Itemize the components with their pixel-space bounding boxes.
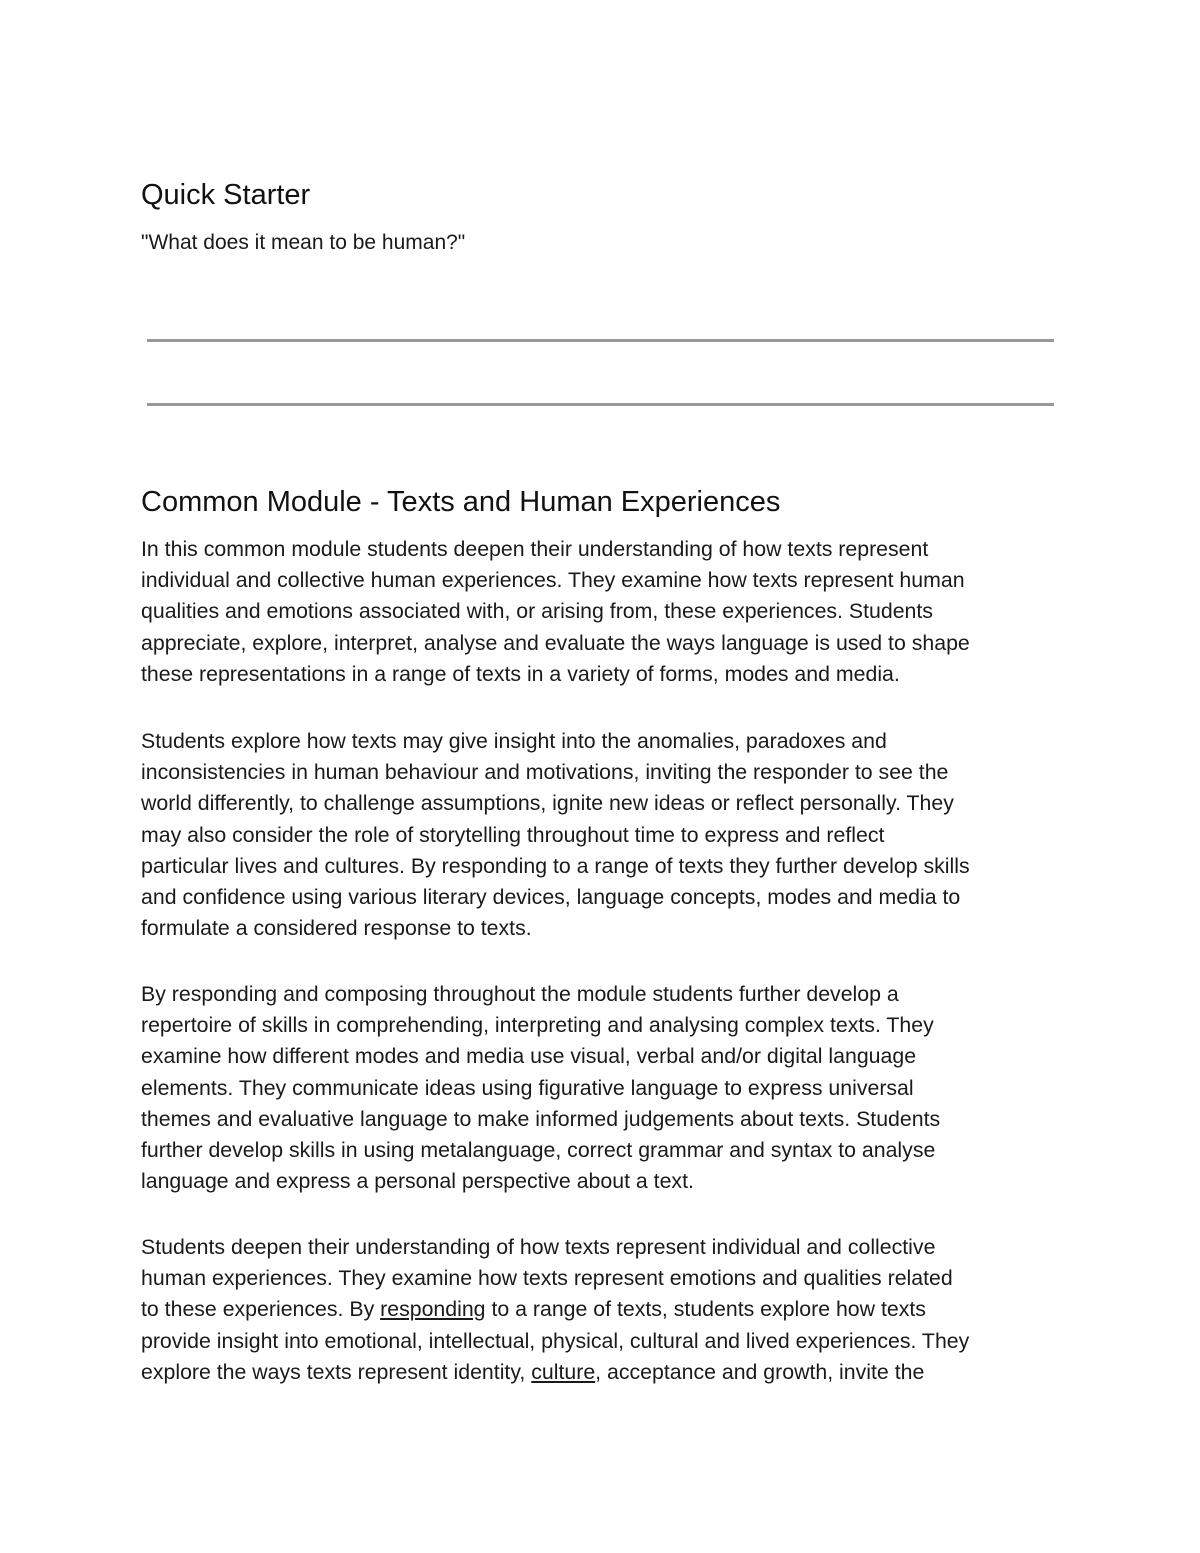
paragraph-line: examine how different modes and media use visual, verbal and/or digital language [141,1044,917,1069]
module-paragraph-3 [141,979,1071,1197]
module-paragraph-1 [141,534,1071,690]
culture-link[interactable]: culture [531,1359,596,1384]
module-paragraph-2 [141,726,1071,944]
paragraph-line: Students explore how texts may give insight into the anomalies, paradoxes and [141,729,887,753]
paragraph-line: elements. They communicate ideas using figurative language to express universal [141,1075,914,1100]
paragraph-line: further develop skills in using metalanguage, correct grammar and syntax to analyse [141,1138,936,1163]
paragraph-line: particular lives and cultures. By responding to a range of texts they further develop skills [141,853,970,878]
module-heading: Common Module - Texts and Human Experiences [141,486,781,518]
line-text: explore the ways texts represent identity, [141,1359,532,1384]
paragraph-line: By responding and composing throughout the module students further develop a [141,982,899,1006]
responding-link[interactable]: responding [380,1297,486,1322]
paragraph-line: repertoire of skills in comprehending, interpreting and analysing complex texts. They [141,1013,934,1038]
paragraph-line: provide insight into emotional, intellectual, physical, cultural and lived experiences. They [141,1328,970,1353]
answer-line-1 [147,339,1054,342]
paragraph-line: language and express a personal perspective about a text. [141,1169,694,1194]
paragraph-line: world differently, to challenge assumptions, ignite new ideas or reflect personally. They [141,791,954,816]
paragraph-line: appreciate, explore, interpret, analyse and evaluate the ways language is used to shape [141,630,970,655]
paragraph-line: and confidence using various literary devices, language concepts, modes and media to [141,885,961,910]
paragraph-line: formulate a considered response to texts. [141,916,532,941]
quick-starter-question: "What does it mean to be human?" [141,231,466,254]
paragraph-line: qualities and emotions associated with, or arising from, these experiences. Students [141,599,933,624]
paragraph-line: these representations in a range of texts in a variety of forms, modes and media. [141,661,900,686]
paragraph-line: themes and evaluative language to make informed judgements about texts. Students [141,1106,941,1131]
line-text: , acceptance and growth, invite the [595,1359,925,1384]
line-text: to a range of texts, students explore how texts [485,1297,926,1322]
answer-line-2 [147,403,1054,406]
quick-starter-heading: Quick Starter [141,179,311,211]
paragraph-line: may also consider the role of storytelling throughout time to express and reflect [141,822,885,847]
line-text: to these experiences. By [141,1297,381,1322]
paragraph-line: individual and collective human experiences. They examine how texts represent human [141,568,965,593]
paragraph-line: In this common module students deepen their understanding of how texts represent [141,537,929,561]
paragraph-line: Students deepen their understanding of how texts represent individual and collective [141,1235,936,1259]
paragraph-line [141,1357,1071,1388]
paragraph-line: inconsistencies in human behaviour and motivations, inviting the responder to see the [141,760,949,785]
module-paragraph-4 [141,1232,1071,1388]
paragraph-line: human experiences. They examine how texts represent emotions and qualities related [141,1266,953,1291]
paragraph-line [141,1294,1071,1325]
